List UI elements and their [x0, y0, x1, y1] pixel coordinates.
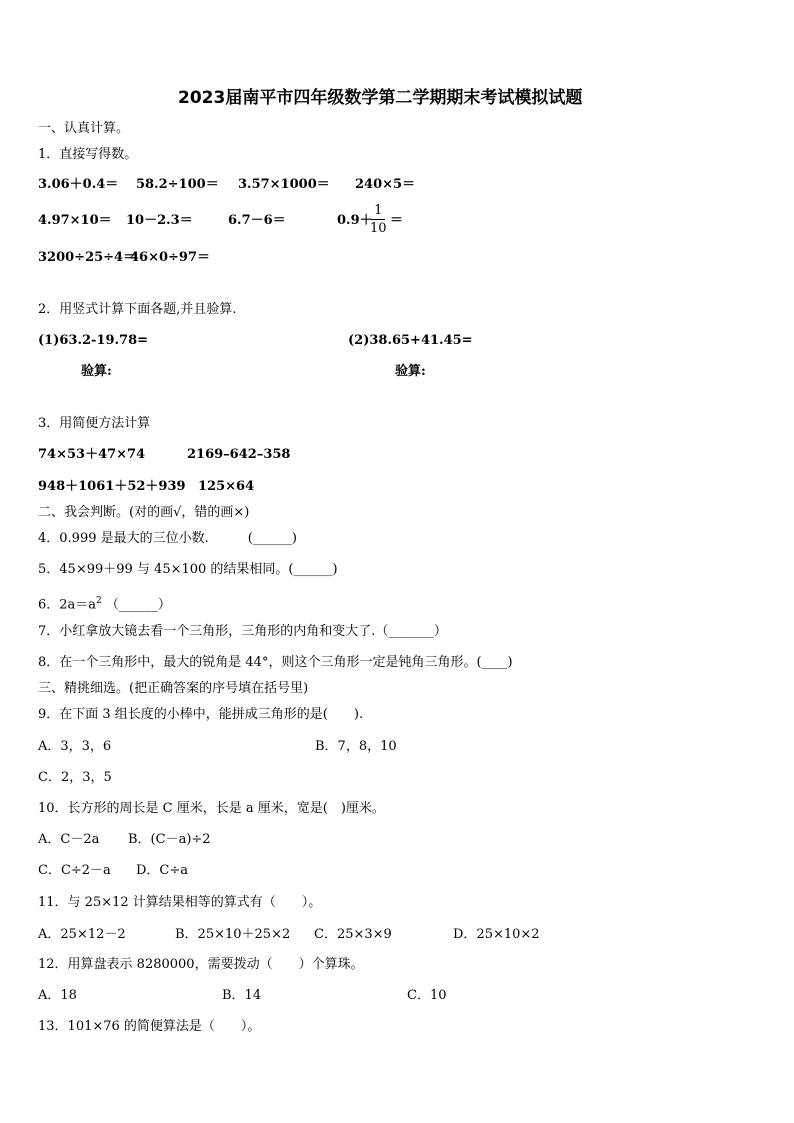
q12-option-a: A．18 [38, 988, 77, 1003]
q1-label: 1．直接写得数。 [38, 147, 138, 162]
q12-label: 12．用算盘表示 8280000，需要拨动（ ）个算珠。 [38, 957, 364, 972]
q8: 8．在一个三角形中，最大的锐角是 44°，则这个三角形一定是钝角三角形。(____) [38, 655, 513, 670]
q10-option-b: B．(C－a)÷2 [128, 832, 211, 847]
q2-problem-2: (2)38.65+41.45= [348, 333, 473, 348]
q7: 7．小红拿放大镜去看一个三角形，三角形的内角和变大了.（_______） [38, 624, 447, 639]
fraction-denominator: 10 [370, 221, 387, 236]
q3-label: 3．用简便方法计算 [38, 416, 151, 431]
q11-label: 11．与 25×12 计算结果相等的算式有（ ）。 [38, 895, 322, 910]
q3-item: 948＋1061＋52＋939 [38, 479, 186, 494]
page-title: 2023届南平市四年级数学第二学期期末考试模拟试题 [178, 88, 583, 108]
q3-item: 74×53＋47×74 [38, 447, 146, 462]
fraction [370, 203, 387, 236]
q11-option-a: A．25×12－2 [38, 927, 126, 942]
q1-fraction-suffix: ＝ [390, 213, 404, 228]
fraction-numerator: 1 [374, 203, 383, 218]
q6-exponent: 2 [96, 596, 102, 606]
q1-item: 46×0÷97＝ [130, 250, 211, 265]
q2-label: 2．用竖式计算下面各题,并且验算. [38, 302, 237, 317]
q9-option-a: A．3，3，6 [38, 739, 112, 754]
q12-option-b: B．14 [222, 988, 262, 1003]
q1-item: 58.2÷100＝ [136, 177, 219, 192]
section3-heading: 三、精挑细选。(把正确答案的序号填在括号里) [38, 681, 309, 696]
q2-check-2: 验算: [395, 364, 426, 379]
q3-item: 2169–642–358 [187, 447, 291, 462]
q1-item: 10－2.3＝ [126, 213, 193, 228]
q2-problem-1: (1)63.2-19.78= [38, 333, 149, 348]
q12-option-c: C．10 [407, 988, 447, 1003]
q9-option-c: C．2，3，5 [38, 770, 112, 785]
q9-label: 9．在下面 3 组长度的小棒中，能拼成三角形的是( ). [38, 707, 364, 722]
q3-item: 125×64 [198, 479, 255, 494]
q6-expression: 6．2a＝a [38, 597, 97, 613]
q11-option-d: D．25×10×2 [453, 927, 540, 942]
q10-label: 10．长方形的周长是 C 厘米，长是 a 厘米，宽是( )厘米。 [38, 801, 385, 816]
q1-item: 240×5＝ [355, 177, 416, 192]
fraction-bar [371, 219, 385, 220]
q1-fraction-prefix: 0.9＋ [337, 213, 373, 228]
section1-heading: 一、认真计算。 [38, 121, 130, 136]
q1-item: 6.7－6＝ [228, 213, 286, 228]
q6-blank: （______） [105, 597, 171, 613]
q4: 4．0.999 是最大的三位小数. (______) [38, 531, 297, 546]
section2-heading: 二、我会判断。(对的画√，错的画×) [38, 505, 250, 520]
q1-item: 3.57×1000＝ [238, 177, 330, 192]
q1-item: 3.06＋0.4＝ [38, 177, 119, 192]
q11-option-c: C．25×3×9 [314, 927, 392, 942]
q1-item: 3200÷25÷4＝ [38, 250, 137, 265]
q10-option-c: C．C÷2－a [38, 863, 111, 878]
q10-option-a: A．C－2a [38, 832, 100, 847]
q5: 5．45×99＋99 与 45×100 的结果相同。(______) [38, 562, 338, 577]
q13-label: 13．101×76 的简便算法是（ ）。 [38, 1019, 261, 1034]
q6 [38, 593, 171, 613]
q11-option-b: B．25×10＋25×2 [175, 927, 291, 942]
q10-option-d: D．C÷a [136, 863, 189, 878]
q2-check-1: 验算: [81, 364, 112, 379]
q9-option-b: B．7，8，10 [315, 739, 397, 754]
q1-item: 4.97×10＝ [38, 213, 112, 228]
